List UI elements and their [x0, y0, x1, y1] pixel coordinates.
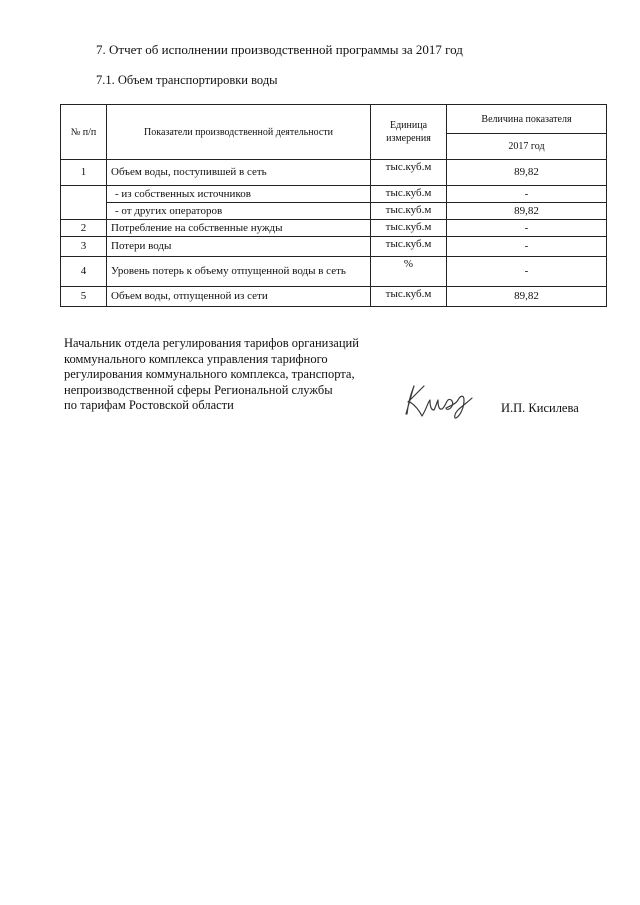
signature-line: непроизводственной сферы Региональной службы	[64, 382, 333, 397]
header-indicator: Показатели производственной деятельности	[107, 105, 371, 160]
signature-line: Начальник отдела регулирования тарифов организаций	[64, 336, 359, 350]
table-row	[61, 203, 607, 220]
table-row	[61, 257, 607, 287]
row-unit: %	[371, 257, 447, 287]
row-indicator: Объем воды, поступившей в сеть	[107, 160, 371, 186]
row-indicator: - от других операторов	[107, 203, 371, 220]
header-unit: Единица измерения	[371, 105, 447, 160]
row-value: 89,82	[447, 160, 607, 186]
row-num: 3	[61, 237, 107, 257]
row-indicator: Потери воды	[107, 237, 371, 257]
row-indicator: Объем воды, отпущенной из сети	[107, 287, 371, 307]
row-unit: тыс.куб.м	[371, 203, 447, 220]
signer-name: И.П. Кисилева	[501, 401, 579, 415]
signature-line: регулирования коммунального комплекса, транспорта,	[64, 367, 355, 381]
row-num: 4	[61, 257, 107, 287]
header-value-group: Величина показателя	[447, 105, 607, 134]
row-num: 1	[61, 160, 107, 186]
row-indicator: Потребление на собственные нужды	[107, 220, 371, 237]
row-value: -	[447, 237, 607, 257]
table-row	[61, 287, 607, 307]
handwritten-signature	[398, 380, 476, 420]
row-indicator: - из собственных источников	[107, 186, 371, 203]
document-heading: 7. Отчет об исполнении производственной программы за 2017 год	[96, 42, 463, 57]
row-unit: тыс.куб.м	[371, 287, 447, 307]
signature-line: коммунального комплекса управления тарифного	[64, 351, 328, 366]
row-value: -	[447, 257, 607, 287]
header-year: 2017 год	[447, 134, 607, 160]
header-num: № п/п	[61, 105, 107, 160]
row-indicator: Уровень потерь к объему отпущенной воды в сеть	[107, 257, 371, 287]
row-num: 5	[61, 287, 107, 307]
row-num	[61, 186, 107, 220]
table-row	[61, 220, 607, 237]
table-row	[61, 237, 607, 257]
row-value: -	[447, 220, 607, 237]
table-row	[61, 160, 607, 186]
section-subheading: 7.1. Объем транспортировки воды	[96, 73, 278, 87]
row-value: 89,82	[447, 287, 607, 307]
row-unit: тыс.куб.м	[371, 237, 447, 257]
table-row	[61, 186, 607, 203]
signature-line: по тарифам Ростовской области	[64, 398, 234, 412]
row-unit: тыс.куб.м	[371, 186, 447, 203]
row-unit: тыс.куб.м	[371, 220, 447, 237]
signature-title-block	[64, 336, 394, 414]
row-value: -	[447, 186, 607, 203]
row-num: 2	[61, 220, 107, 237]
row-unit: тыс.куб.м	[371, 160, 447, 186]
row-value: 89,82	[447, 203, 607, 220]
water-transport-table	[60, 104, 607, 307]
